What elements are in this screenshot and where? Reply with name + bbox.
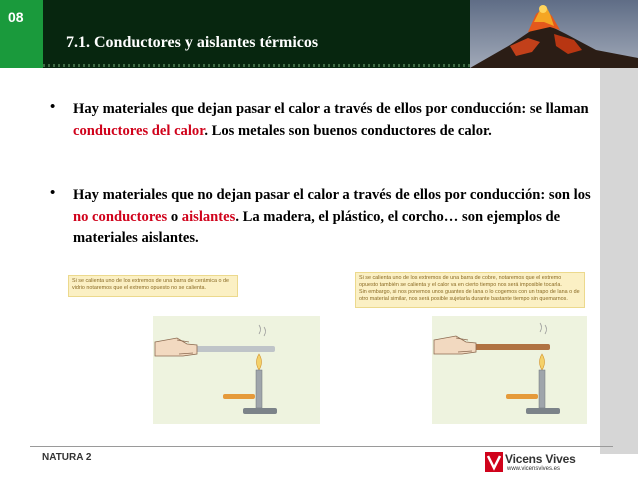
publisher-name: Vicens Vives <box>505 452 576 466</box>
highlight-no-conductores: no conductores <box>73 208 168 225</box>
bullet-text-insulators <box>73 185 598 250</box>
bullet-text-part: Hay materiales que dejan pasar el calor a través de ellos por conducción: se llaman <box>73 101 589 117</box>
highlight-aislantes: aislantes <box>181 208 236 225</box>
figure-conductor-bar <box>355 272 585 424</box>
bullet-text-part: . La madera, el plástico, el corcho… son ejemplos de materiales aislantes. <box>73 208 561 246</box>
footer-divider <box>30 446 613 447</box>
chapter-number: 08 <box>8 9 24 25</box>
slide-title: 7.1. Conductores y aislantes térmicos <box>66 34 319 51</box>
figure-caption <box>355 272 585 308</box>
caption-text: Si se calienta uno de los extremos de una barra de cerámica o de vidrio notaremos que el extremo opuesto no se calienta. <box>72 278 230 291</box>
slide-header <box>0 0 638 68</box>
bullet-text-part: Hay materiales que no dejan pasar el calor a través de ellos por conducción: son los <box>73 187 591 203</box>
illustration-background <box>432 316 587 424</box>
publisher-v-logo-icon <box>485 452 503 472</box>
caption-text: Sin embargo, si nos ponemos unos guantes de lana o lo cogemos con un trapo de lana o de otro material similar, nos será posible sujetarla durante bastante tiempo sin quemarnos. <box>359 289 580 302</box>
figure-caption <box>68 275 238 297</box>
publisher-url: www.vicensvives.es <box>507 466 561 472</box>
title-dotted-divider <box>43 64 470 67</box>
illustration-background <box>153 316 320 424</box>
bullet-text-conductors <box>73 99 598 142</box>
bullet-point-icon: • <box>50 185 56 201</box>
highlight-conductores-del-calor: conductores del calor <box>73 122 205 139</box>
hand-holding-copper-bar-over-burner-illustration <box>432 316 587 424</box>
bullet-text-part: o <box>167 208 182 225</box>
chapter-badge <box>0 0 43 68</box>
publisher-logo <box>485 452 595 476</box>
figure-insulator-bar <box>68 275 322 424</box>
caption-text: Si se calienta uno de los extremos de una barra de cobre, notaremos que el extremo opuesto también se calienta y el calor va en cierto tiempo nos será imposible tocarla. <box>359 275 562 288</box>
right-decorative-strip <box>600 68 638 454</box>
bullet-text-part: . Los metales son buenos conductores de calor. <box>204 122 492 139</box>
hand-holding-ceramic-bar-over-burner-illustration <box>153 316 320 424</box>
book-title: NATURA 2 <box>42 452 92 463</box>
bullet-point-icon: • <box>50 99 56 115</box>
volcano-photo <box>470 0 638 68</box>
